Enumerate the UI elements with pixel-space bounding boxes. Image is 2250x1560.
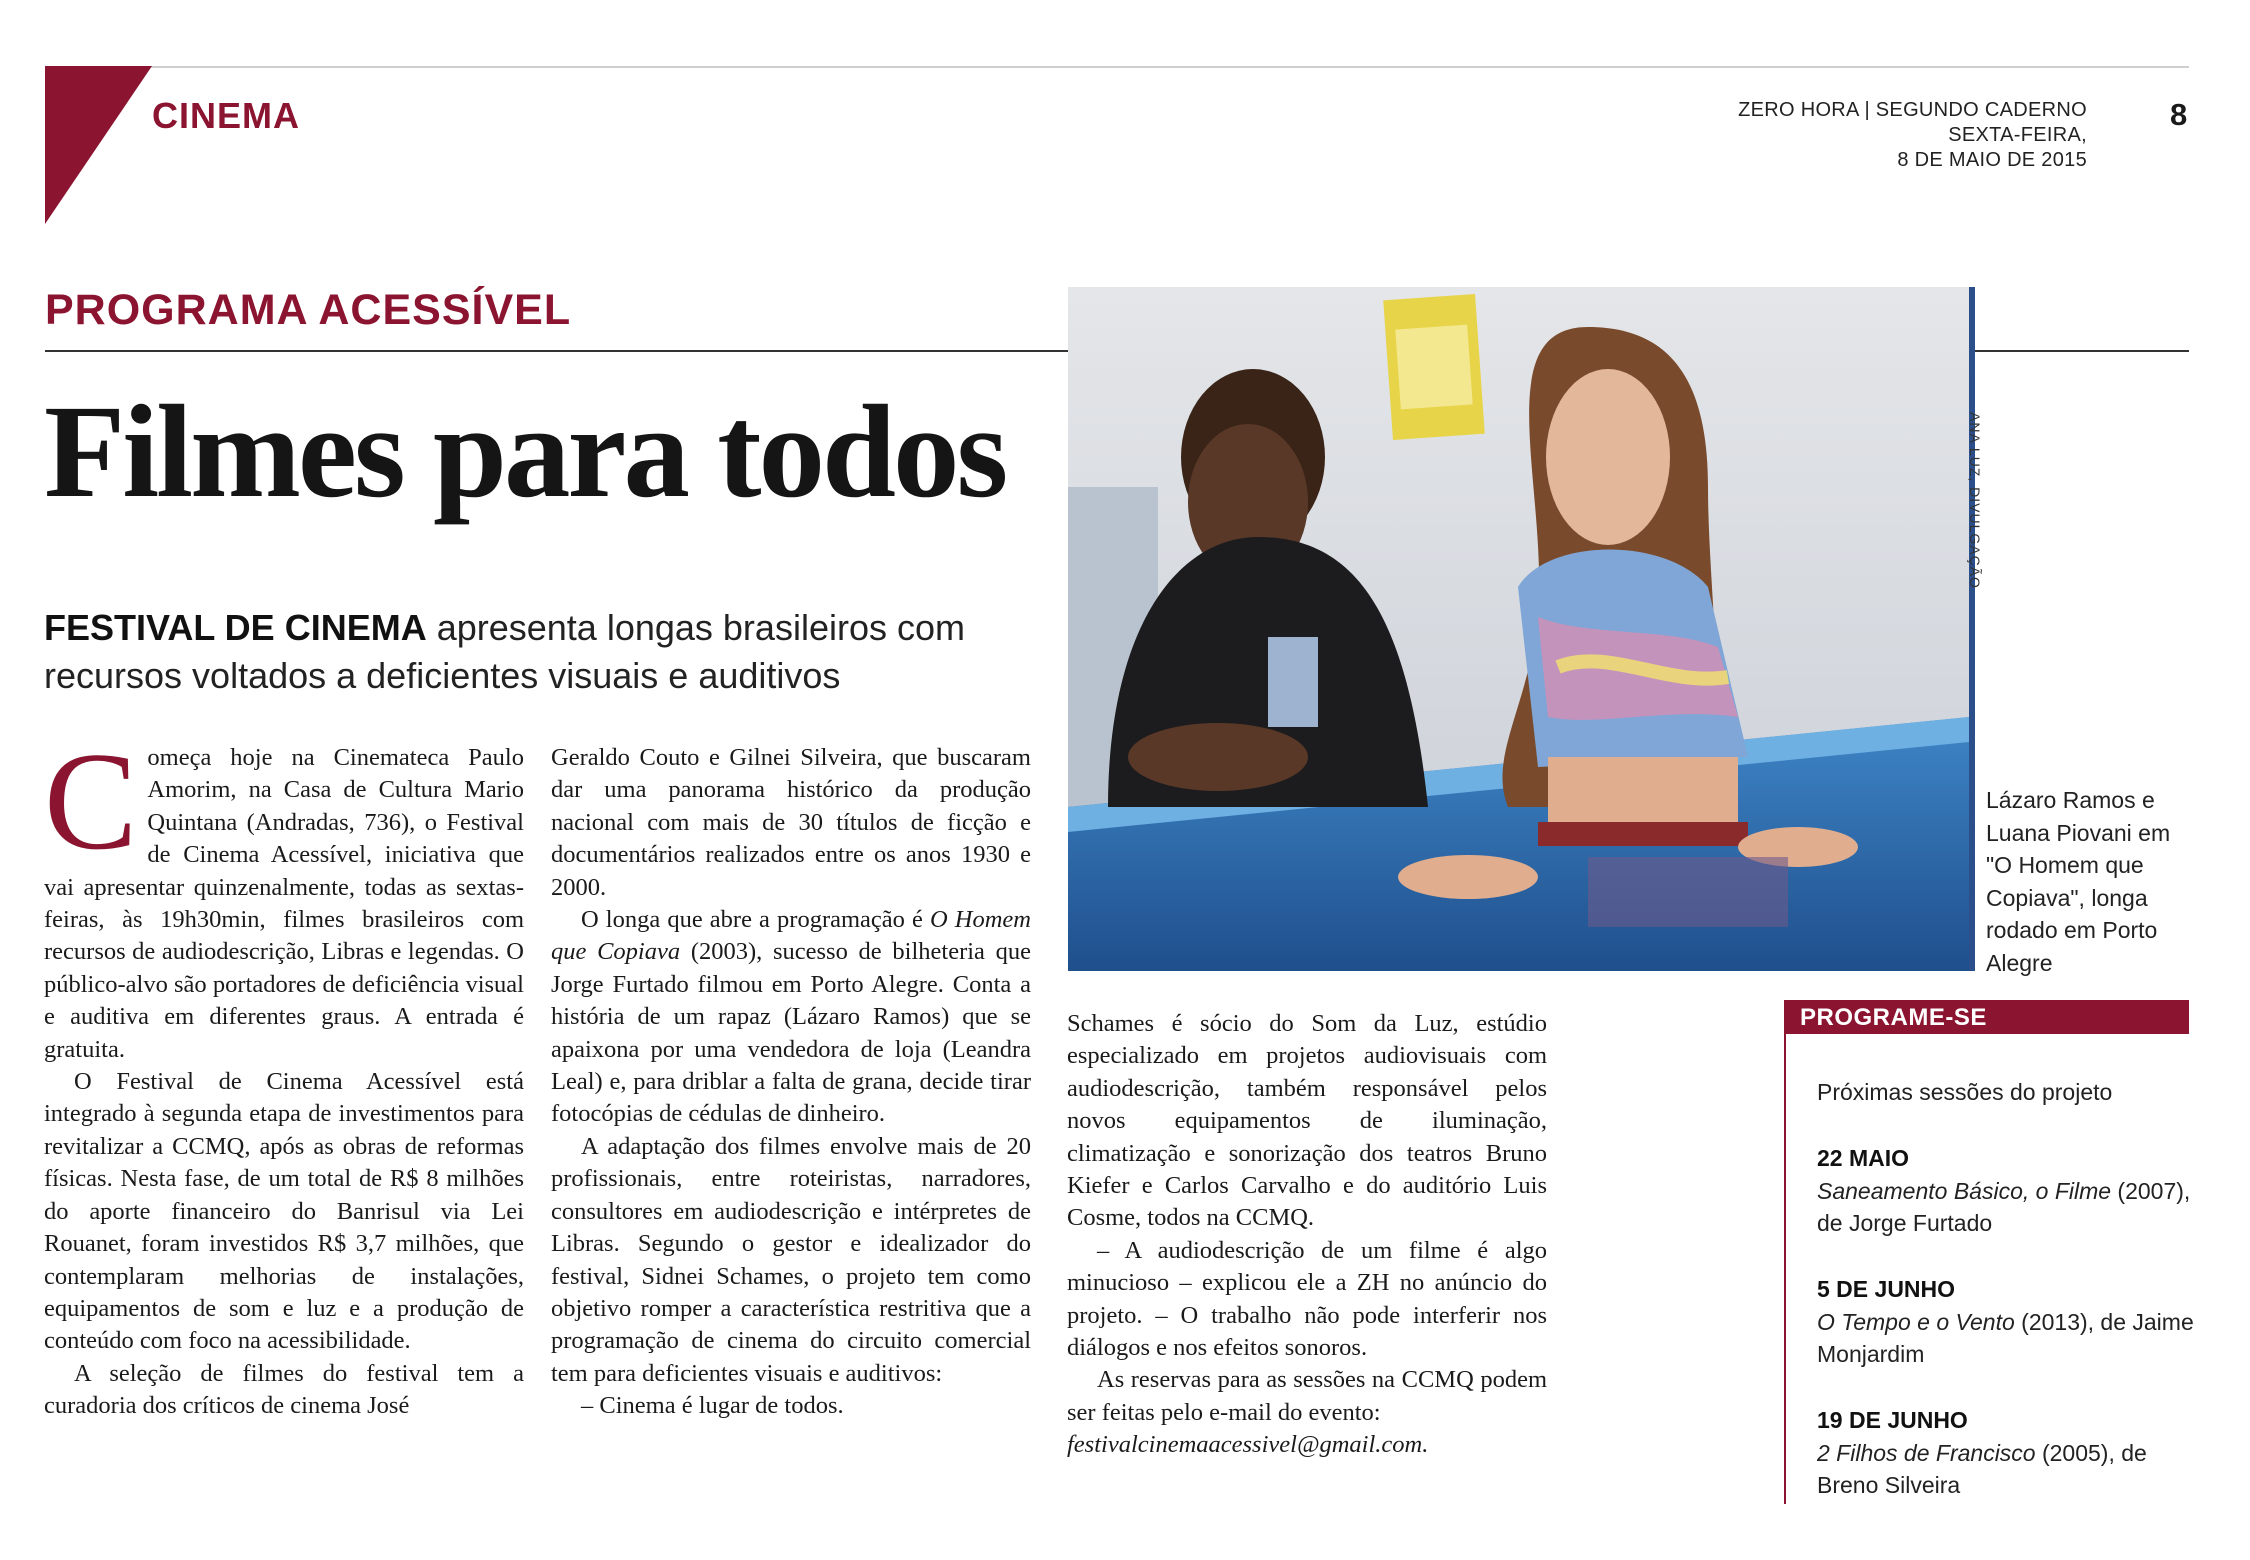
session-date: 22 MAIO — [1817, 1145, 1910, 1171]
deck-text: apresenta longas brasileiros com recursos voltados a deficientes visuais e auditivos — [44, 607, 965, 696]
paragraph: As reservas para as sessões na CCMQ podem ser feitas pelo e-mail do evento: — [1067, 1366, 1547, 1426]
deck-lead: FESTIVAL DE CINEMA — [44, 607, 427, 648]
body-column-2 — [551, 742, 1031, 1423]
photo-caption: Lázaro Ramos e Luana Piovani em "O Homem que Copiava", longa rodado em Porto Alegre — [1986, 787, 2171, 976]
publication-info — [1587, 98, 2087, 173]
film-title: O Homem que Copiava — [551, 906, 1031, 966]
session-item — [1817, 1404, 2197, 1502]
session-details: (2005), de Breno Silveira — [1817, 1439, 2147, 1498]
photo-side-bar — [1969, 287, 1975, 971]
paragraph: omeça hoje na Cinemateca Paulo Amorim, na Casa de Cultura Mario Quintana (Andradas, 736), o Festival de Cinema Acessível, iniciativa que vai apresentar quinzenalmente, todas as sextas-feiras, às 19h30min, filmes brasileiros com recursos de audiodescrição, Libras e legendas. O público-alvo são portadores de deficiência visual e auditiva em diferentes graus. A entrada é gratuita. — [44, 744, 524, 1063]
article-deck — [44, 604, 1054, 700]
session-film-title: O Tempo e o Vento — [1817, 1308, 2015, 1335]
article-kicker: PROGRAMA ACESSÍVEL — [45, 286, 572, 334]
session-date: 19 DE JUNHO — [1817, 1407, 1968, 1433]
paragraph: Geraldo Couto e Gilnei Silveira, que buscaram dar uma panorama histórico da produção nacional com mais de 30 títulos de ficção e documentários realizados entre os anos 1930 e 2000. — [551, 744, 1031, 901]
section-label: CINEMA — [152, 95, 300, 136]
paragraph: O Festival de Cinema Acessível está integrado à segunda etapa de investimentos para revitalizar a CCMQ, após as obras de reformas físicas. Nesta fase, de um total de R$ 8 milhões do aporte financeiro do Banrisul via Lei Rouanet, foram investidos R$ 3,7 milhões, que contemplaram melhorias de instalações, equipamentos de som e luz e a produção de conteúdo com foco na acessibilidade. — [44, 1068, 524, 1355]
session-item — [1817, 1273, 2197, 1371]
publication-name: ZERO HORA | SEGUNDO CADERNO — [1738, 99, 2087, 121]
photo-illustration — [1068, 287, 1969, 971]
sidebar-box-intro: Próximas sessões do projeto — [1817, 1079, 2113, 1105]
body-column-3 — [1067, 1008, 1547, 1462]
paragraph-text: (2003), sucesso de bilheteria que Jorge Furtado filmou em Porto Alegre. Conta a história de um rapaz (Lázaro Ramos) que se apaixona por uma vendedora de loja (Leandra Leal) e, para driblar a falta de grana, decide tirar fotocópias de cédulas de dinheiro. — [551, 938, 1031, 1128]
session-details: (2013), de Jaime Monjardim — [1817, 1308, 2194, 1367]
sidebar-box-rule — [1784, 1034, 1786, 1504]
session-item — [1817, 1142, 2197, 1240]
email-address — [1067, 1429, 1547, 1461]
top-rule — [45, 66, 2189, 68]
page-number: 8 — [2170, 97, 2188, 132]
body-column-1 — [44, 724, 524, 1423]
session-date: 5 DE JUNHO — [1817, 1276, 1956, 1302]
paragraph: – A audiodescrição de um filme é algo minucioso – explicou ele a ZH no anúncio do projeto. – O trabalho não pode interferir nos diálogos e nos efeitos sonoros. — [1067, 1236, 1547, 1362]
section-corner-triangle — [45, 66, 152, 224]
paragraph-text: O longa que abre a programação é — [581, 906, 930, 934]
paragraph — [551, 904, 1031, 1131]
paragraph: – Cinema é lugar de todos. — [581, 1392, 844, 1420]
article-headline: Filmes para todos — [44, 377, 1006, 525]
session-film-title: Saneamento Básico, o Filme — [1817, 1177, 2112, 1204]
article-photo — [1068, 287, 1969, 971]
paragraph: A adaptação dos filmes envolve mais de 20 profissionais, entre roteiristas, narradores, consultores em audiodescrição e intérpretes de Libras. Segundo o gestor e idealizador do festival, Sidnei Schames, o projeto tem como objetivo romper a característica restritiva que a programação de cinema do circuito comercial tem para deficientes visuais e auditivos: — [551, 1132, 1031, 1387]
paragraph: Schames é sócio do Som da Luz, estúdio especializado em projetos audiovisuais com audiodescrição, também responsável pelos novos equipamentos de iluminação, climatização e sonorização dos teatros Bruno Kiefer e Carlos Carvalho e do auditório Luis Cosme, todos na CCMQ. — [1067, 1010, 1547, 1232]
session-film-title: 2 Filhos de Francisco — [1817, 1439, 2036, 1466]
email-text: festivalcinemaacessivel@gmail.com. — [1067, 1431, 1429, 1459]
sidebar-box-title: PROGRAME-SE — [1800, 1004, 1987, 1031]
paragraph: A seleção de filmes do festival tem a curadoria dos críticos de cinema José — [44, 1359, 524, 1420]
photo-credit: ANA LUZ, DIVULGAÇÃO — [1967, 412, 1983, 589]
publication-weekday: SEXTA-FEIRA, — [1948, 124, 2087, 146]
publication-date: 8 DE MAIO DE 2015 — [1897, 149, 2087, 171]
dropcap: C — [44, 724, 138, 879]
session-details: (2007), de Jorge Furtado — [1817, 1177, 2191, 1236]
